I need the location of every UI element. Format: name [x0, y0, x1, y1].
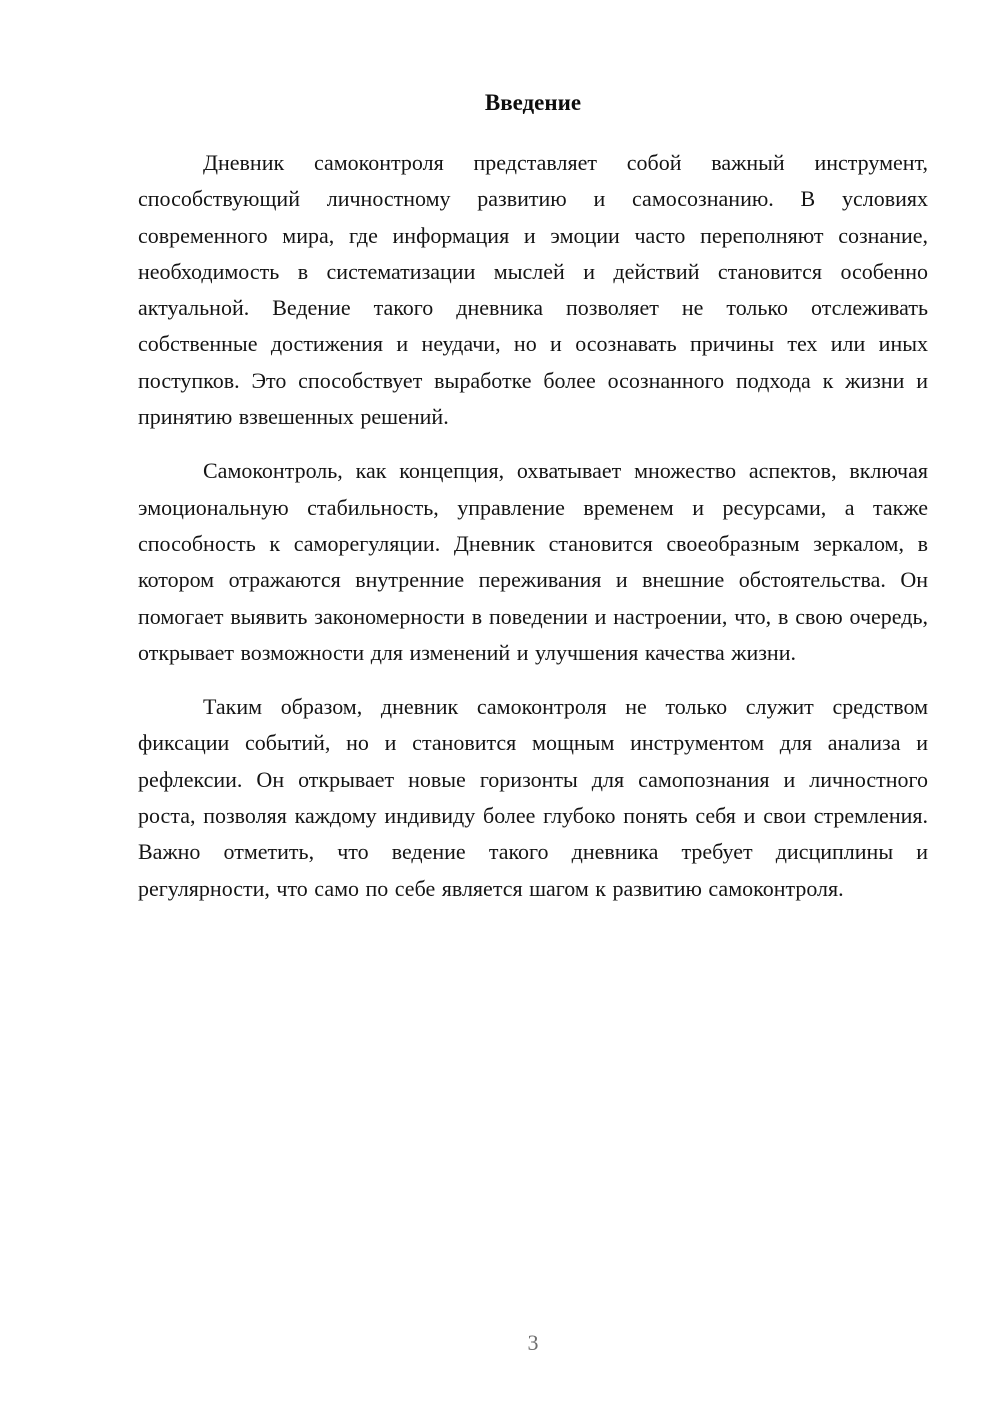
page-number: 3: [527, 1330, 539, 1355]
section-title: Введение: [484, 90, 582, 115]
paragraph-selfcontrol-concept: Самоконтроль, как концепция, охватывает множество аспектов, включая эмоциональную стабильность, управление временем и ресурсами, а также способность к саморегуляции. Дневник становится своеобразным зеркалом, в котором отражаются внутренние переживания и внешние обстоятельства. Он помогает выявить закономерности в поведении и настроении, что, в свою очередь, открывает возможности для изменений и улучшения качества жизни.: [138, 458, 928, 665]
paragraph-intro-diary: Дневник самоконтроля представляет собой важный инструмент, способствующий личностному развитию и самосознанию. В условиях современного мира, где информация и эмоции часто переполняют сознание, необходимость в систематизации мыслей и действий становится особенно актуальной. Ведение такого дневника позволяет не только отслеживать собственные достижения и неудачи, но и осознавать причины тех или иных поступков. Это способствует выработке более осознанного подхода к жизни и принятию взвешенных решений.: [138, 150, 928, 430]
paragraph-conclusion: Таким образом, дневник самоконтроля не только служит средством фиксации событий, но и становится мощным инструментом для анализа и рефлексии. Он открывает новые горизонты для самопознания и личностного роста, позволяя каждому индивиду более глубоко понять себя и свои стремления. Важно отметить, что ведение такого дневника требует дисциплины и регулярности, что само по себе является шагом к развитию самоконтроля.: [138, 694, 928, 901]
text-block: [138, 88, 928, 925]
